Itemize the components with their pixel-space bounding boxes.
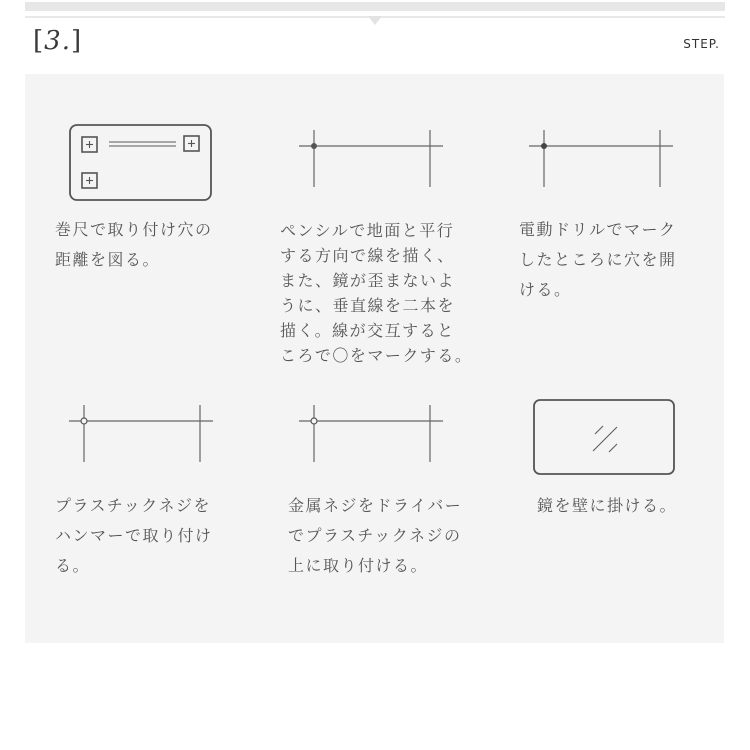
pencil-lines-icon: [297, 130, 447, 188]
screw-driver-icon: [297, 405, 447, 463]
step-1-caption: 巻尺で取り付け穴の 距離を図る。: [55, 220, 213, 269]
step-number: [33, 26, 82, 56]
drill-marks-icon: [527, 130, 677, 188]
hung-mirror-icon: [533, 399, 677, 477]
step-6-caption: 鏡を壁に掛ける。: [537, 496, 678, 515]
step-3-caption: 電動ドリルでマーク したところに穴を開 ける。: [519, 220, 677, 299]
divider-notch: [368, 16, 382, 25]
anchor-plug-icon: [67, 405, 217, 463]
tape-measure-layout-icon: [69, 124, 213, 202]
instruction-panel: [25, 74, 724, 643]
step-number-value: 3.: [44, 26, 71, 56]
step-bracket-close: ]: [70, 26, 83, 56]
step-4-caption: プラスチックネジを ハンマーで取り付け る。: [55, 496, 213, 575]
step-bracket-open: [: [33, 26, 45, 56]
step-label: STEP.: [683, 37, 720, 51]
step-5-caption: 金属ネジをドライバー でプラスチックネジの 上に取り付ける。: [288, 496, 463, 575]
step-2-caption: ペンシルで地面と平行 する方向で線を描く、 また、鏡が歪まないよ うに、垂直線を二本を 描く。線が交互すると ころで〇をマークする。: [280, 221, 473, 365]
top-decorative-bar: [25, 2, 725, 11]
